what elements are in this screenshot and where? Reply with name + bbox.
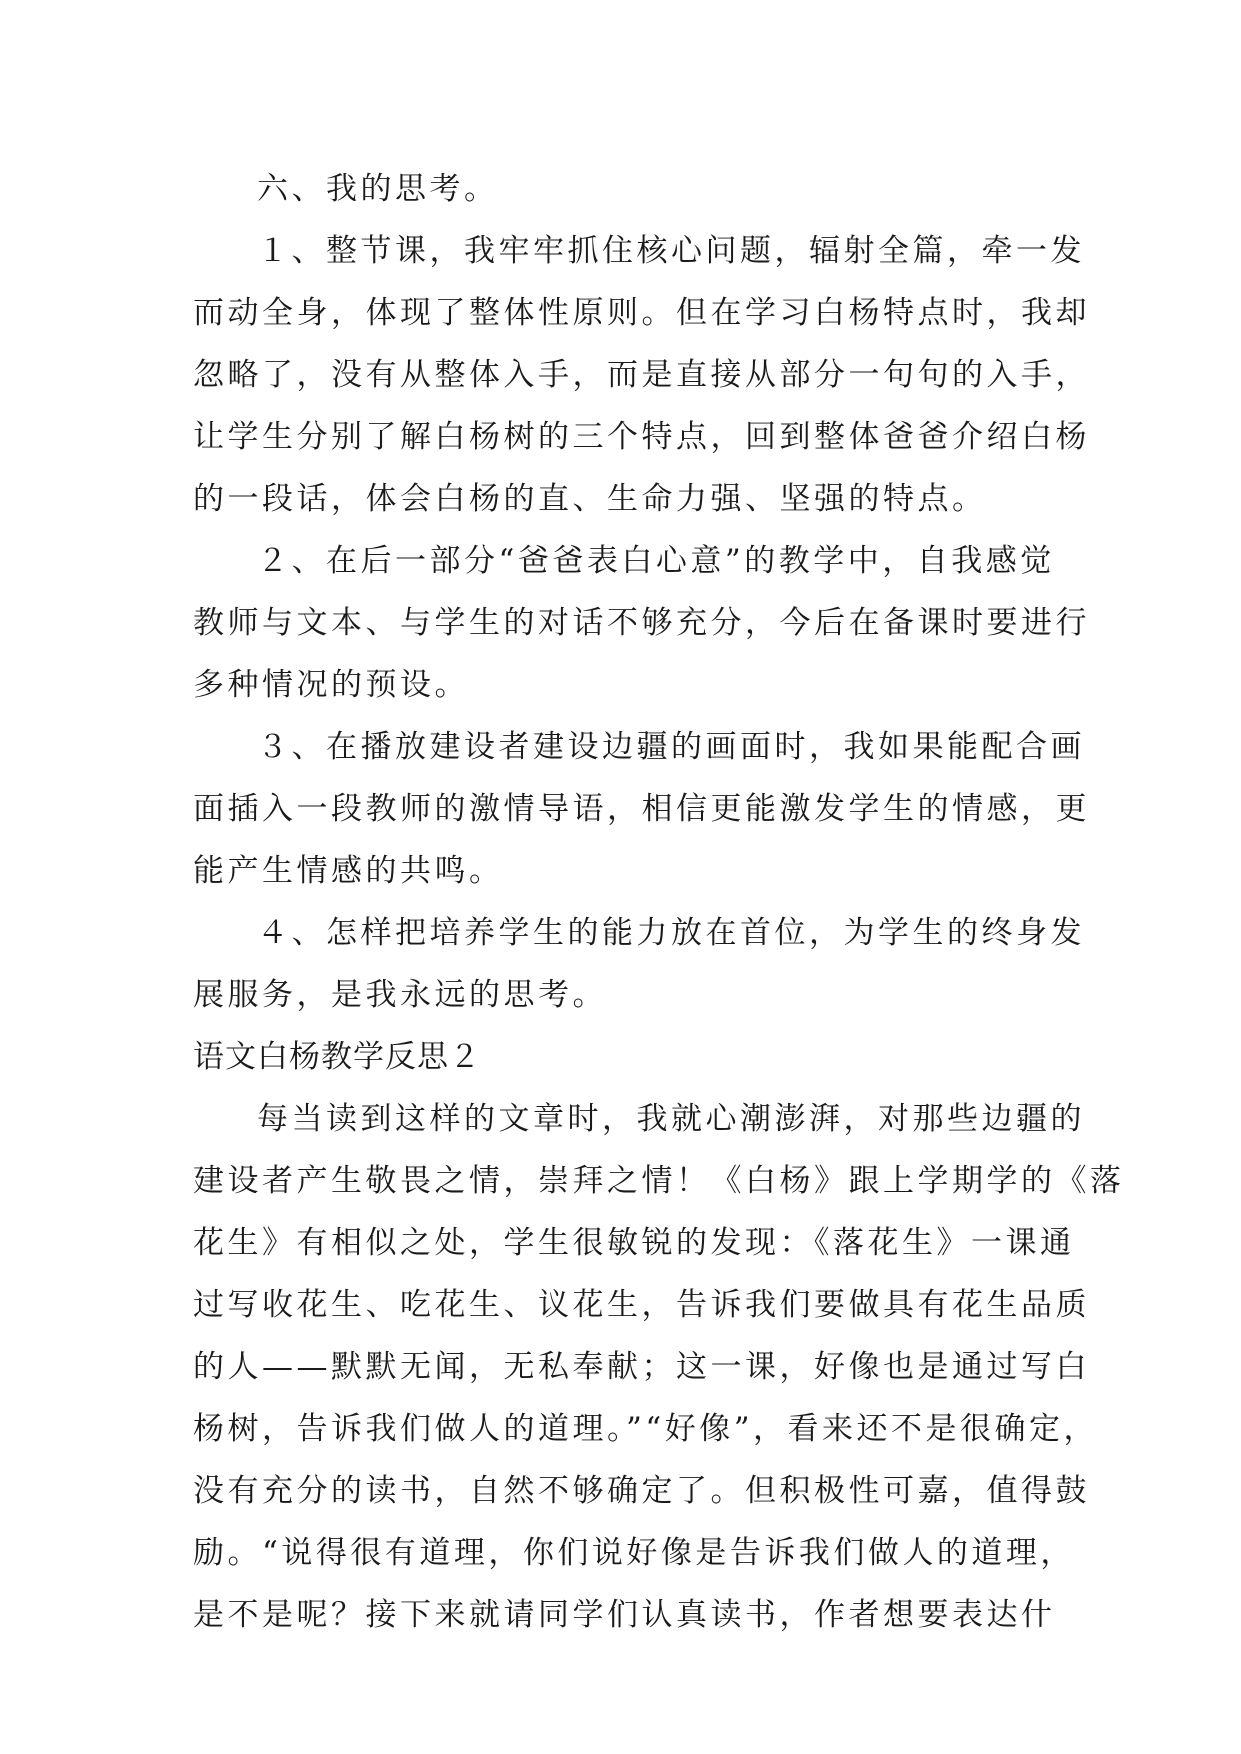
paragraph-line: 励。“说得很有道理，你们说好像是告诉我们做人的道理， — [193, 1535, 1075, 1571]
paragraph-line: 没有充分的读书，自然不够确定了。但积极性可嘉，值得鼓 — [193, 1473, 1090, 1509]
paragraph-line: 多种情况的预设。 — [193, 667, 469, 703]
paragraph-line: 忽略了，没有从整体入手，而是直接从部分一句句的入手， — [193, 357, 1090, 393]
paragraph-line: ４、怎样把培养学生的能力放在首位，为学生的终身发 — [257, 915, 1085, 951]
paragraph-line: 建设者产生敬畏之情，崇拜之情！《白杨》跟上学期学的《落 — [193, 1163, 1125, 1199]
section-heading: 六、我的思考。 — [257, 171, 499, 207]
paragraph-line: 面插入一段教师的激情导语，相信更能激发学生的情感，更 — [193, 791, 1090, 827]
paragraph-line: 杨树，告诉我们做人的道理。”“好像”，看来还不是很确定， — [193, 1411, 1099, 1447]
paragraph-line: 过写收花生、吃花生、议花生，告诉我们要做具有花生品质 — [193, 1287, 1090, 1323]
article-title: 语文白杨教学反思２ — [193, 1039, 481, 1075]
reflection-item-2 — [193, 530, 1090, 716]
paragraph-line: 让学生分别了解白杨树的三个特点，回到整体爸爸介绍白杨 — [193, 419, 1090, 455]
paragraph-line: ３、在播放建设者建设边疆的画面时，我如果能配合画 — [257, 729, 1085, 765]
document-body — [193, 158, 1125, 1646]
paragraph-line: 花生》有相似之处，学生很敏锐的发现：《落花生》一课通 — [193, 1225, 1075, 1261]
paragraph-line: 展服务，是我永远的思考。 — [193, 977, 607, 1013]
paragraph-line: 教师与文本、与学生的对话不够充分，今后在备课时要进行 — [193, 605, 1090, 641]
reflection-item-4 — [193, 902, 1085, 1026]
paragraph-line: ２、在后一部分“爸爸表白心意”的教学中，自我感觉 — [257, 543, 1055, 579]
paragraph-line: １、整节课，我牢牢抓住核心问题，辐射全篇，牵一发 — [257, 233, 1085, 269]
paragraph-line: 而动全身，体现了整体性原则。但在学习白杨特点时，我却 — [193, 295, 1090, 331]
paragraph-line: 能产生情感的共鸣。 — [193, 853, 504, 889]
paragraph-line: 每当读到这样的文章时，我就心潮澎湃，对那些边疆的 — [257, 1101, 1085, 1137]
article-paragraph — [193, 1088, 1125, 1646]
paragraph-line: 的人——默默无闻，无私奉献；这一课，好像也是通过写白 — [193, 1349, 1090, 1385]
paragraph-line: 的一段话，体会白杨的直、生命力强、坚强的特点。 — [193, 481, 987, 517]
reflection-item-3 — [193, 716, 1090, 902]
paragraph-line: 是不是呢？接下来就请同学们认真读书，作者想要表达什 — [193, 1597, 1056, 1633]
reflection-item-1 — [193, 220, 1090, 530]
